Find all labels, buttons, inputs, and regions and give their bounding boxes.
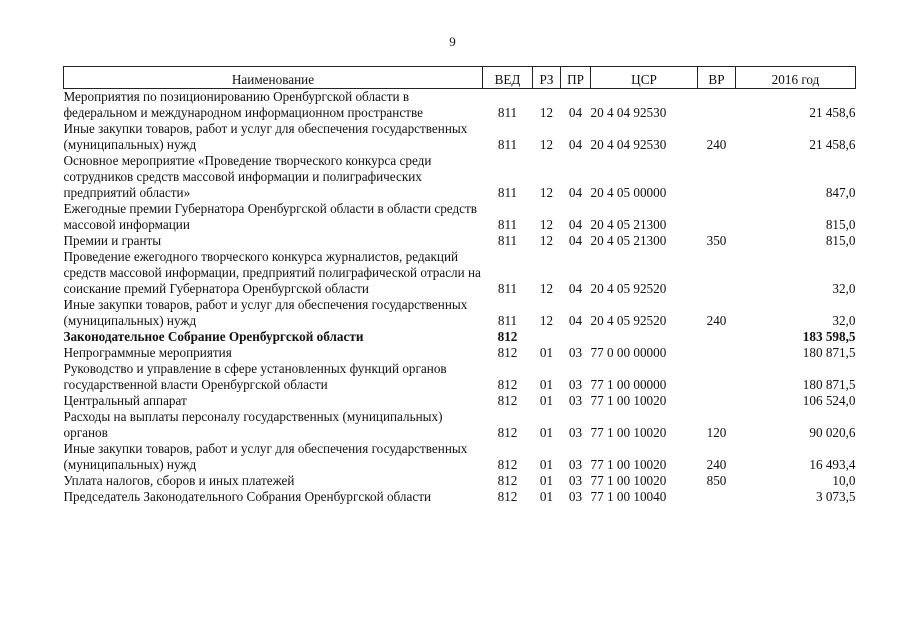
row-amount: 32,0 (832, 313, 856, 328)
row-name: Основное мероприятие «Проведение творческого конкурса среди сотрудников средств массовой информации и полиграфических предприятий области» (63, 153, 432, 200)
row-name: Премии и гранты (63, 233, 162, 248)
row-amount: 180 871,5 (802, 377, 856, 392)
row-amount: 106 524,0 (802, 393, 856, 408)
row-csr: 20 4 05 92520 (590, 281, 667, 296)
row-ved: 811 (497, 281, 518, 296)
row-pr: 04 (568, 185, 583, 200)
row-vr (698, 201, 736, 233)
row-ved: 811 (497, 137, 518, 152)
row-csr: 77 1 00 10020 (590, 425, 667, 440)
table-row (64, 361, 856, 393)
row-rz: 12 (539, 105, 554, 120)
row-pr: 03 (568, 377, 583, 392)
row-name: Уплата налогов, сборов и иных платежей (63, 473, 295, 488)
row-amount: 32,0 (832, 281, 856, 296)
row-csr: 20 4 05 21300 (590, 233, 667, 248)
row-vr: 850 (706, 473, 727, 488)
table-row (64, 233, 856, 249)
row-pr: 03 (568, 425, 583, 440)
row-rz: 01 (539, 457, 554, 472)
row-vr (698, 89, 736, 122)
row-rz: 12 (539, 281, 554, 296)
row-ved: 812 (497, 457, 518, 472)
table-row (64, 345, 856, 361)
row-ved: 811 (497, 313, 518, 328)
row-vr: 240 (706, 313, 727, 328)
table-row (64, 121, 856, 153)
row-name: Мероприятия по позиционированию Оренбургской области в федеральном и международном информационном пространстве (63, 89, 423, 120)
row-ved: 812 (497, 377, 518, 392)
row-name: Непрограммные мероприятия (63, 345, 232, 360)
row-rz: 01 (539, 393, 554, 408)
row-csr: 20 4 05 21300 (590, 217, 667, 232)
row-amount: 21 458,6 (809, 105, 856, 120)
row-vr: 240 (706, 137, 727, 152)
row-pr: 04 (568, 217, 583, 232)
row-amount: 847,0 (825, 185, 856, 200)
row-pr: 04 (568, 313, 583, 328)
row-rz: 01 (539, 425, 554, 440)
page-number: 9 (449, 34, 456, 49)
table-body (64, 89, 856, 506)
row-amount: 815,0 (825, 233, 856, 248)
row-ved: 812 (497, 425, 518, 440)
row-amount: 180 871,5 (802, 345, 856, 360)
row-pr: 04 (568, 105, 583, 120)
row-name: Руководство и управление в сфере установленных функций органов государственной власти Оренбургской области (63, 361, 447, 392)
row-rz: 01 (539, 489, 554, 504)
row-csr: 77 0 00 00000 (590, 345, 667, 360)
header-pr: ПР (561, 67, 591, 89)
row-name: Расходы на выплаты персоналу государственных (муниципальных) органов (63, 409, 443, 440)
row-vr (698, 345, 736, 361)
row-rz: 12 (539, 217, 554, 232)
row-csr: 20 4 04 92530 (590, 105, 667, 120)
row-csr: 20 4 05 92520 (590, 313, 667, 328)
row-rz: 01 (539, 473, 554, 488)
row-pr: 03 (568, 345, 583, 360)
table-row (64, 441, 856, 473)
budget-table (63, 66, 856, 505)
row-amount: 10,0 (832, 473, 856, 488)
row-ved: 812 (497, 329, 518, 344)
table-row (64, 489, 856, 505)
row-rz: 12 (539, 233, 554, 248)
header-vr: ВР (698, 67, 736, 89)
table-row (64, 297, 856, 329)
row-pr: 03 (568, 473, 583, 488)
row-name: Иные закупки товаров, работ и услуг для обеспечения государственных (муниципальных) нужд (63, 441, 468, 472)
table-row (64, 473, 856, 489)
row-vr (698, 489, 736, 505)
row-ved: 811 (497, 233, 518, 248)
row-csr: 77 1 00 10020 (590, 393, 667, 408)
row-name: Иные закупки товаров, работ и услуг для обеспечения государственных (муниципальных) нужд (63, 121, 468, 152)
row-csr: 20 4 05 00000 (590, 185, 667, 200)
table-row (64, 329, 856, 345)
row-pr (561, 329, 591, 345)
table-row (64, 201, 856, 233)
row-pr: 04 (568, 281, 583, 296)
row-ved: 811 (497, 105, 518, 120)
row-name: Законодательное Собрание Оренбургской области (63, 329, 364, 344)
row-rz: 01 (539, 345, 554, 360)
row-rz: 01 (539, 377, 554, 392)
row-amount: 183 598,5 (802, 329, 856, 344)
row-rz (533, 329, 561, 345)
row-vr: 240 (706, 457, 727, 472)
row-vr: 350 (706, 233, 727, 248)
row-pr: 03 (568, 457, 583, 472)
row-amount: 815,0 (825, 217, 856, 232)
row-ved: 811 (497, 217, 518, 232)
row-ved: 812 (497, 393, 518, 408)
row-rz: 12 (539, 137, 554, 152)
row-name: Проведение ежегодного творческого конкурса журналистов, редакций средств массовой информации, предприятий полиграфической отрасли на соискание премий Губернатора Оренбургской области (63, 249, 481, 296)
table-header-row (64, 67, 856, 89)
table-row (64, 89, 856, 122)
header-year: 2016 год (736, 67, 856, 89)
row-amount: 21 458,6 (809, 137, 856, 152)
row-amount: 90 020,6 (809, 425, 856, 440)
row-vr (698, 153, 736, 201)
row-pr: 04 (568, 233, 583, 248)
row-name: Ежегодные премии Губернатора Оренбургской области в области средств массовой информации (63, 201, 478, 232)
table-row (64, 249, 856, 297)
row-name: Председатель Законодательного Собрания Оренбургской области (63, 489, 432, 504)
row-vr (698, 249, 736, 297)
header-csr: ЦСР (591, 67, 698, 89)
row-csr: 77 1 00 10020 (590, 473, 667, 488)
row-vr (698, 329, 736, 345)
table-row (64, 393, 856, 409)
row-ved: 812 (497, 473, 518, 488)
row-name: Иные закупки товаров, работ и услуг для обеспечения государственных (муниципальных) нужд (63, 297, 468, 328)
row-amount: 3 073,5 (815, 489, 856, 504)
row-pr: 03 (568, 489, 583, 504)
header-rz: РЗ (533, 67, 561, 89)
row-csr: 77 1 00 10040 (590, 489, 667, 504)
row-ved: 811 (497, 185, 518, 200)
row-rz: 12 (539, 313, 554, 328)
row-ved: 812 (497, 345, 518, 360)
row-csr (591, 329, 698, 345)
header-ved: ВЕД (483, 67, 533, 89)
row-pr: 04 (568, 137, 583, 152)
row-vr (698, 393, 736, 409)
table-row (64, 153, 856, 201)
row-ved: 812 (497, 489, 518, 504)
row-pr: 03 (568, 393, 583, 408)
row-name: Центральный аппарат (63, 393, 187, 408)
row-rz: 12 (539, 185, 554, 200)
row-csr: 20 4 04 92530 (590, 137, 667, 152)
row-amount: 16 493,4 (809, 457, 856, 472)
row-csr: 77 1 00 10020 (590, 457, 667, 472)
row-csr: 77 1 00 00000 (590, 377, 667, 392)
header-name: Наименование (64, 67, 483, 89)
row-vr: 120 (706, 425, 727, 440)
table-row (64, 409, 856, 441)
row-vr (698, 361, 736, 393)
